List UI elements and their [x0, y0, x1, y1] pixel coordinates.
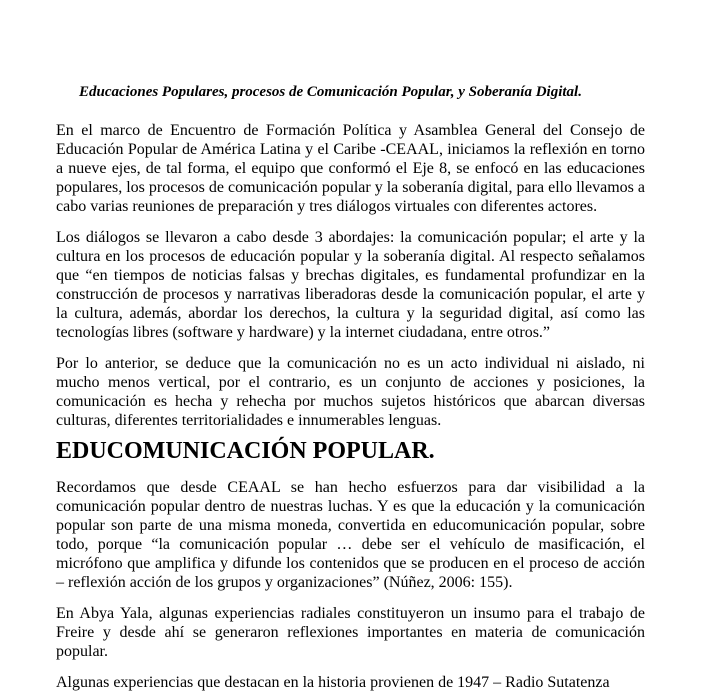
paragraph-abya-yala: En Abya Yala, algunas experiencias radiales constituyeron un insumo para el trabajo de Freire y desde ahí se generaron reflexiones importantes en materia de comunicación popular. — [56, 605, 645, 660]
paragraph-partial-clipped: Algunas experiencias que destacan en la historia provienen de 1947 – Radio Sutatenza — [56, 674, 610, 691]
paragraph-intro: En el marco de Encuentro de Formación Política y Asamblea General del Consejo de Educación Popular de América Latina y el Caribe -CEAAL, iniciamos la reflexión en torno a nueve ejes, de tal forma, el equipo que conformó el Eje 8, se enfocó en las educaciones populares, los procesos de comunicación popular y la soberanía digital, para ello llevamos a cabo varias reuniones de preparación y tres diálogos virtuales con diferentes actores. — [56, 122, 645, 215]
paragraph-recordamos: Recordamos que desde CEAAL se han hecho esfuerzos para dar visibilidad a la comunicación popular dentro de nuestras luchas. Y es que la educación y la comunicación popular son parte de una misma moneda, convertida en educomunicación popular, sobre todo, porque “la comunicación popular … debe ser el vehículo de masificación, el micrófono que amplifica y difunde los contenidos que se producen en el proceso de acción – reflexión acción de los grupos y organizaciones” (Núñez, 2006: 155). — [56, 479, 645, 591]
section-heading-educomunicacion: EDUCOMUNICACIÓN POPULAR. — [56, 438, 435, 464]
document-title: Educaciones Populares, procesos de Comunicación Popular, y Soberanía Digital. — [79, 84, 582, 100]
paragraph-comunicacion: Por lo anterior, se deduce que la comunicación no es un acto individual ni aislado, ni mucho menos vertical, por el contrario, es un conjunto de acciones y posiciones, la comunicación es hecha y rehecha por muchos sujetos históricos que abarcan diversas culturas, diferentes territorialidades e innumerables lenguas. — [56, 355, 645, 429]
paragraph-dialogos: Los diálogos se llevaron a cabo desde 3 abordajes: la comunicación popular; el arte y la cultura en los procesos de educación popular y la soberanía digital. Al respecto señalamos que “en tiempos de noticias falsas y brechas digitales, es fundamental profundizar en la construcción de procesos y narrativas liberadoras desde la comunicación popular, el arte y la cultura, además, abordar los derechos, la cultura y la seguridad digital, así como las tecnologías libres (software y hardware) y la internet ciudadana, entre otros.” — [56, 229, 645, 341]
